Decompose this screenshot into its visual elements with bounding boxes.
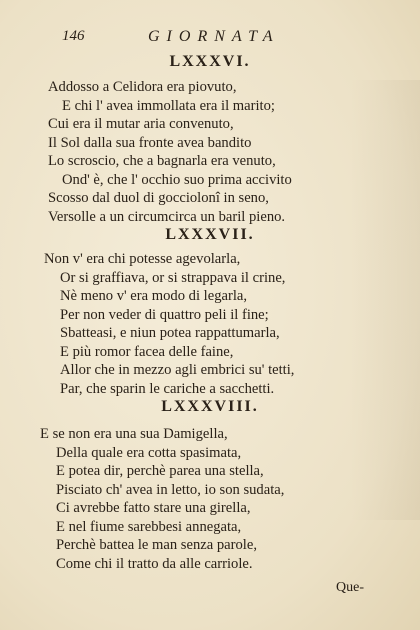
stanza (0, 78, 420, 226)
running-title: GIORNATA (148, 28, 280, 45)
verse-line: Ci avrebbe fatto stare una girella, (56, 500, 251, 516)
stanza-number: LXXXVIII. (161, 398, 259, 415)
stanza-number: LXXXVII. (165, 226, 255, 243)
verse-line: Addosso a Celidora era piovuto, (48, 79, 237, 95)
verse-line: E più romor facea delle faine, (60, 343, 234, 360)
verse-line: Allor che in mezzo agli embrici su' tetti, (60, 362, 295, 378)
page-number: 146 (62, 28, 85, 44)
verse-line: Sbatteasi, e niun potea rappattumarla, (60, 325, 280, 341)
verse-line: Della quale era cotta spasimata, (56, 444, 242, 461)
verse-line: Come chi il tratto da alle carriole. (56, 555, 253, 572)
page-header (62, 28, 400, 50)
catchword: Que- (336, 580, 364, 595)
verse-line: Ond' è, che l' occhio suo prima accivito (62, 171, 292, 188)
stanza (0, 250, 420, 398)
verse-line: Versolle a un circumcirca un baril pieno. (48, 208, 286, 225)
stanza-number: LXXXVI. (169, 53, 251, 70)
verse-line: E se non era una sua Damigella, (40, 426, 228, 442)
verse-line: Scosso dal duol di gocciolonî in seno, (48, 190, 269, 206)
verse-line: Cui era il mutar aria convenuto, (48, 116, 234, 132)
verse-line: Nè meno v' era modo di legarla, (60, 288, 248, 304)
verse-line: Par, che sparin le cariche a sacchetti. (60, 380, 275, 397)
verse-line: E potea dir, perchè parea una stella, (56, 463, 264, 479)
verse-line: Per non veder di quattro peli il fine; (60, 306, 269, 323)
verse-line: Il Sol dalla sua fronte avea bandito (48, 134, 252, 151)
verse-line: Pisciato ch' avea in letto, io son sudata, (56, 481, 285, 498)
verse-line: Or si graffiava, or si strappava il crine, (60, 269, 286, 286)
verse-line: E chi l' avea immollata era il marito; (62, 97, 275, 114)
verse-line: E nel fiume sarebbesi annegata, (56, 518, 242, 535)
verse-line: Non v' era chi potesse agevolarla, (44, 251, 241, 267)
verse-line: Perchè battea le man senza parole, (56, 537, 257, 553)
stanza (0, 425, 420, 573)
verse-line: Lo scroscio, che a bagnarla era venuto, (48, 153, 276, 169)
